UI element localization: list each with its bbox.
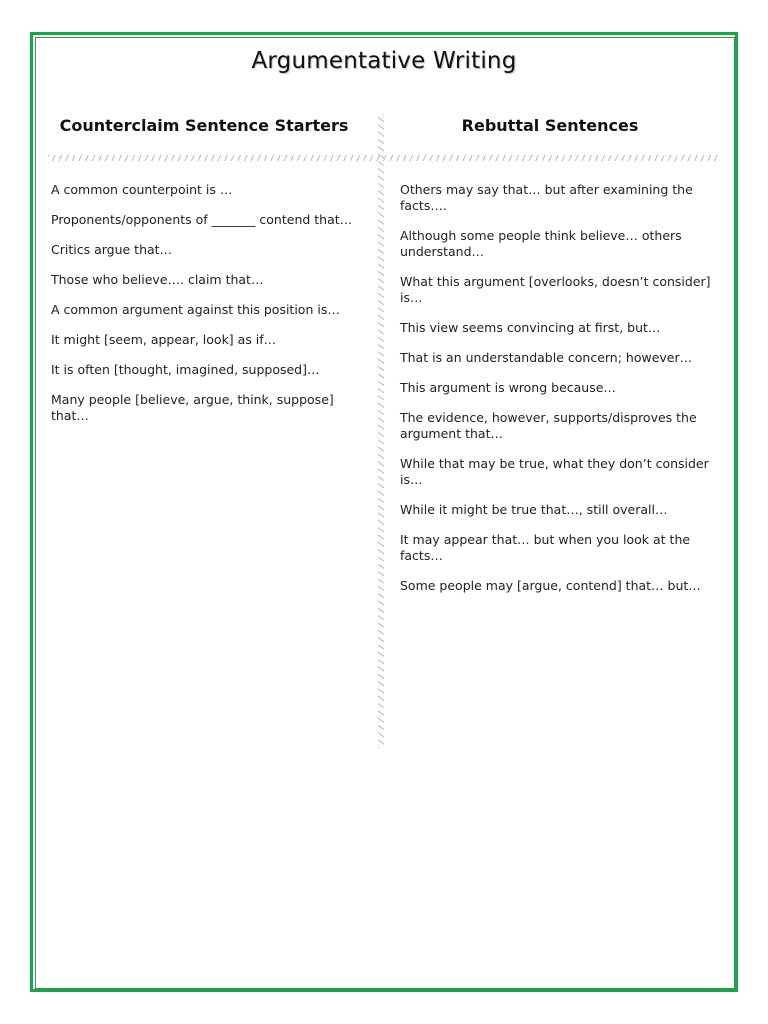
rebuttal-item: Although some people think believe… others understand… <box>400 228 682 259</box>
rebuttal-item: While it might be true that…, still overall… <box>400 502 668 517</box>
rebuttal-item: Some people may [argue, contend] that… but… <box>400 578 701 593</box>
rebuttal-item: What this argument [overlooks, doesn’t consider] is… <box>400 274 711 305</box>
rebuttal-item: That is an understandable concern; however… <box>400 350 693 365</box>
counterclaim-item: Proponents/opponents of _______ contend that… <box>51 212 353 227</box>
counterclaim-item: It might [seem, appear, look] as if… <box>51 332 277 347</box>
rebuttal-list <box>400 182 715 608</box>
counterclaim-item: It is often [thought, imagined, supposed]… <box>51 362 320 377</box>
counterclaim-heading: Counterclaim Sentence Starters <box>59 116 349 135</box>
rebuttal-item: The evidence, however, supports/disproves the argument that… <box>400 410 697 441</box>
counterclaim-item: Critics argue that… <box>51 242 173 257</box>
rebuttal-item: This argument is wrong because… <box>400 380 616 395</box>
counterclaim-item: Those who believe…. claim that… <box>51 272 264 287</box>
counterclaim-item: A common argument against this position is… <box>51 302 340 317</box>
counterclaim-item: Many people [believe, argue, think, suppose] that… <box>51 392 334 423</box>
rebuttal-item: While that may be true, what they don’t consider is… <box>400 456 709 487</box>
rebuttal-item: This view seems convincing at first, but… <box>400 320 661 335</box>
counterclaim-list <box>51 182 356 438</box>
page-title: Argumentative Writing <box>251 48 517 74</box>
rebuttal-item: Others may say that… but after examining the facts…. <box>400 182 693 213</box>
counterclaim-item: A common counterpoint is … <box>51 182 233 197</box>
vertical-hatched-divider <box>378 114 384 748</box>
rebuttal-heading: Rebuttal Sentences <box>461 116 639 135</box>
rebuttal-item: It may appear that… but when you look at the facts… <box>400 532 691 563</box>
